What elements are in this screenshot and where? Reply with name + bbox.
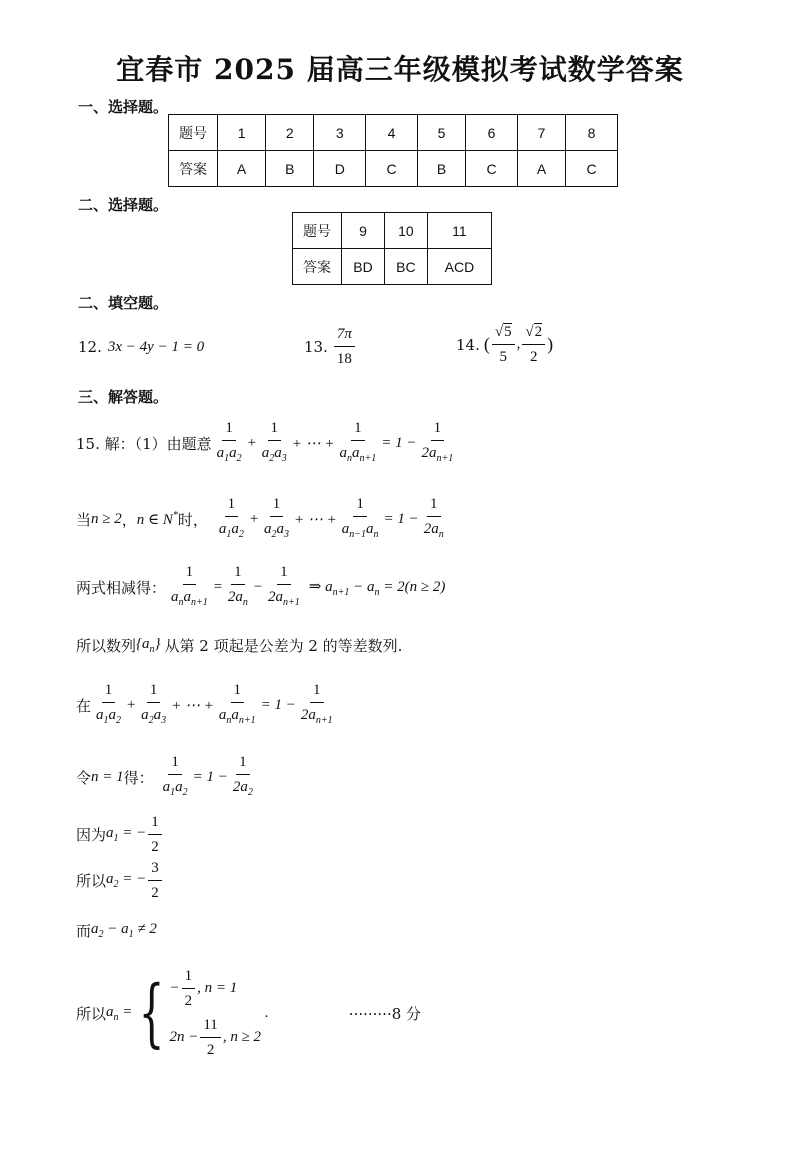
table-cell: A	[218, 151, 266, 187]
solution-line-9: 而 $a_2 - a_1 \ne 2$	[76, 921, 157, 940]
solution-line-4: 所以数列 $\{a_n\}$ 从第 2 项起是公差为 2 的等差数列.	[76, 636, 403, 655]
table-row	[293, 249, 492, 285]
page-title: 宜春市 2025 届高三年级模拟考试数学答案	[116, 53, 684, 86]
solution-text: 所以	[76, 872, 107, 890]
section-heading-solve: 三、解答题。	[78, 388, 169, 406]
table-cell: 3	[314, 115, 366, 151]
table-cell: BC	[384, 249, 427, 285]
table-cell: BD	[342, 249, 385, 285]
solution-line-6: 令 n = 1 得： $\frac{1}{a_1a_2}$ = 1 − $\frac{1}{2a_2}$	[76, 754, 253, 798]
table-cell: 7	[517, 115, 565, 151]
answer-table-2	[292, 212, 492, 285]
table-cell: 题号	[169, 115, 218, 151]
score-text: ·········8 分	[348, 1004, 422, 1023]
solution-text: 得：	[123, 769, 154, 787]
question-number: 12.	[78, 338, 102, 356]
solution-text: 因为	[76, 826, 107, 844]
solution-line-8: 所以 $a_2$ = − $\frac{3}{2}$	[76, 858, 164, 903]
table-cell: 11	[427, 213, 491, 249]
solution-text: 所以数列	[76, 637, 137, 655]
solution-text: 令	[76, 769, 92, 787]
solution-text: 两式相减得：	[76, 579, 167, 597]
table-cell: 题号	[293, 213, 342, 249]
table-row	[169, 151, 618, 187]
answer-13: 13. $\frac{7\pi}{18}$	[304, 324, 357, 369]
table-row	[169, 115, 618, 151]
solution-line-3: 两式相减得： $\frac{1}{a_na_{n+1}}$ = $\frac{1}{2a_n}$ − $\frac{1}{2a_{n+1}}$ ⇒ $a_{n+1} - a_n = 2(n \ge 2)$	[76, 564, 446, 608]
solution-text: ，	[121, 511, 137, 529]
table-cell: 2	[266, 115, 314, 151]
brace-icon: {	[138, 970, 165, 1056]
table-cell: 1	[218, 115, 266, 151]
table-cell: C	[466, 151, 518, 187]
table-cell: C	[366, 151, 418, 187]
answer-12: 12. 3x − 4y − 1 = 0	[78, 338, 205, 356]
solution-text: 而	[76, 922, 92, 940]
table-cell: ACD	[427, 249, 491, 285]
table-cell: 答案	[293, 249, 342, 285]
solution-line-5: 在 $\frac{1}{a_1a_2}$ + $\frac{1}{a_2a_3}$ + ⋯ + $\frac{1}{a_na_{n+1}}$ = 1 − $\frac{1}{2a_{n+1}}$	[76, 682, 333, 726]
solution-line-2: 当 n ≥ 2 ， n ∈ N* 时， $\frac{1}{a_1a_2}$ + $\frac{1}{a_2a_3}$ + ⋯ + $\frac{1}{a_{n-1}a_n}$ = 1 − $\frac{1}{2a_n}$	[76, 496, 444, 540]
table-cell: C	[566, 151, 618, 187]
table-cell: B	[417, 151, 465, 187]
table-cell: B	[266, 151, 314, 187]
table-cell: 4	[366, 115, 418, 151]
table-cell: 答案	[169, 151, 218, 187]
solution-line-1: 15. 解：（1）由题意 $\frac{1}{a_1a_2}$ + $\frac{1}{a_2a_3}$ + ⋯ + $\frac{1}{a_na_{n+1}}$ = 1 − $\frac{1}{2a_{n+1}}$	[76, 420, 454, 464]
solution-text: 从第 2 项起是公差为 2 的等差数列.	[164, 637, 403, 655]
solution-text: 当	[76, 511, 92, 529]
solution-line-10: 所以 $a_n$ = { − $\frac{1}{2}$ , n = 1 2n − $\frac{11}{2}$ , n ≥ 2 . ·········8 分	[76, 968, 422, 1058]
table-cell: 10	[384, 213, 427, 249]
answer-table-1	[168, 114, 618, 187]
table-cell: 6	[466, 115, 518, 151]
answer-14: 14. ( $\frac{√5}{5}$ , $\frac{√2}{2}$ )	[456, 324, 554, 365]
table-cell: 8	[566, 115, 618, 151]
section-heading-multi: 二、选择题。	[78, 196, 169, 214]
table-cell: 5	[417, 115, 465, 151]
table-cell: D	[314, 151, 366, 187]
solution-text: 时，	[177, 511, 208, 529]
table-cell: 9	[342, 213, 385, 249]
question-number: 14.	[456, 335, 480, 354]
solution-text: 所以	[76, 1004, 107, 1023]
solution-line-7: 因为 $a_1$ = − $\frac{1}{2}$	[76, 812, 164, 857]
table-cell: A	[517, 151, 565, 187]
section-heading-fill: 二、填空题。	[78, 294, 169, 312]
table-row	[293, 213, 492, 249]
solution-text: 15. 解：（1）由题意	[76, 435, 212, 453]
solution-text: 在	[76, 697, 92, 715]
section-heading-choice: 一、选择题。	[78, 98, 169, 116]
question-number: 13.	[304, 337, 328, 356]
